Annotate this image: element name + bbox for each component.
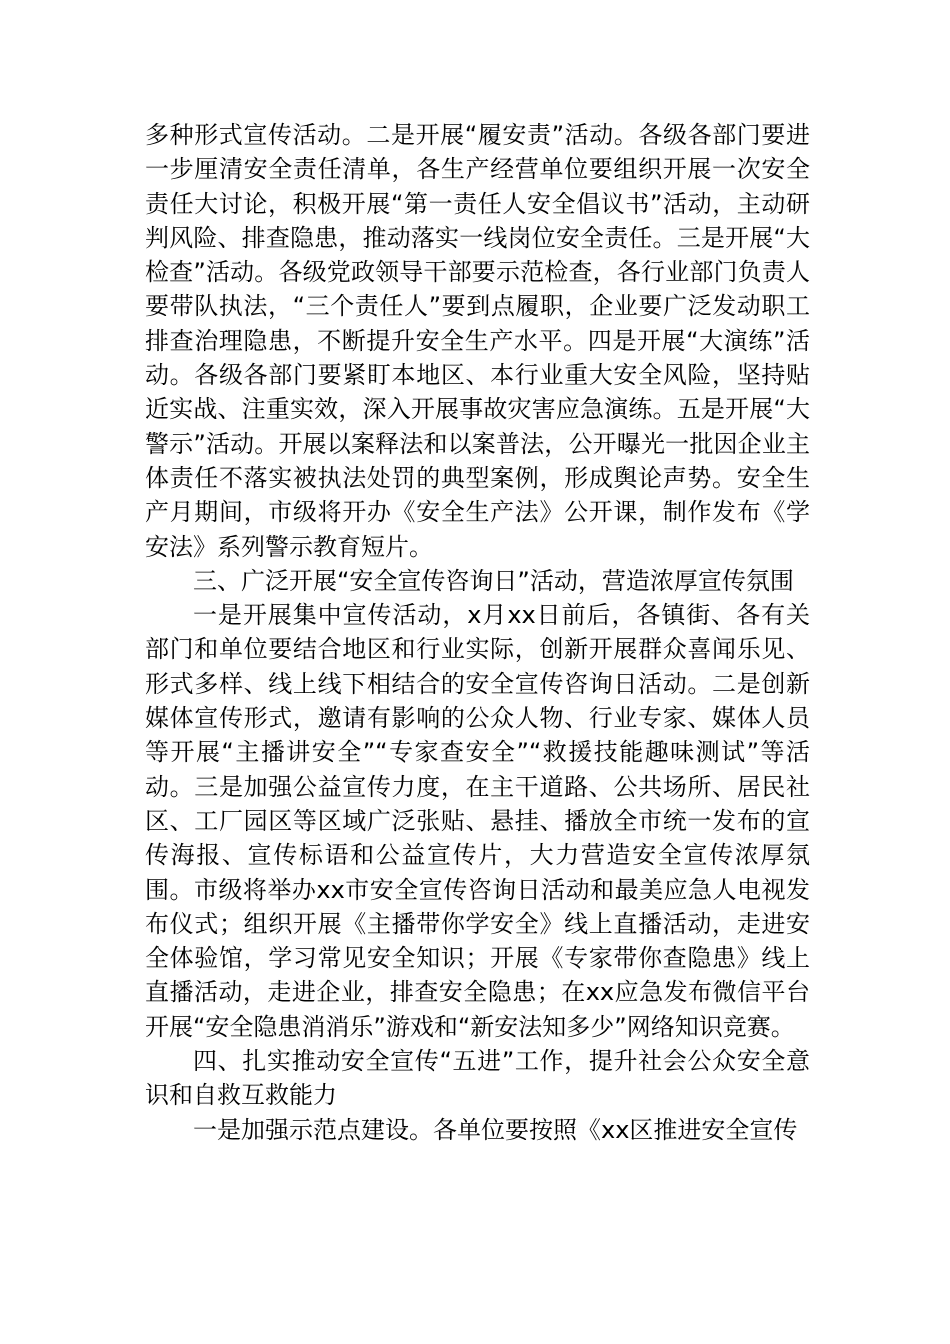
- heading-section-three: 三、广泛开展“安全宣传咨询日”活动，营造浓厚宣传氛围: [193, 566, 794, 595]
- paragraph-activities-continued: 多种形式宣传活动。二是开展“履安责”活动。各级各部门要进一步厘清安全责任清单，各生产经营单位要组织开展一次安全责任大讨论，积极开展“第一责任人安全倡议书”活动，主动研判风险、排查隐患，推动落实一线岗位安全责任。三是开展“大检查”活动。各级党政领导干部要示范检查，各行业部门负责人要带队执法，“三个责任人”要到点履职，企业要广泛发动职工排查治理隐患，不断提升安全生产水平。四是开展“大演练”活动。各级各部门要紧盯本地区、本行业重大安全风险，坚持贴近实战、注重实效，深入开展事故灾害应急演练。五是开展“大警示”活动。开展以案释法和以案普法，公开曝光一批因企业主体责任不落实被执法处罚的典型案例，形成舆论声势。安全生产月期间，市级将开办《安全生产法》公开课，制作发布《学安法》系列警示教育短片。: [145, 121, 810, 561]
- document-body: [145, 118, 810, 1147]
- paragraph-consultation-day: 一是开展集中宣传活动，x月xx日前后，各镇街、各有关部门和单位要结合地区和行业实际，创新开展群众喜闻乐见、形式多样、线上线下相结合的安全宣传咨询日活动。二是创新媒体宣传形式，邀请有影响的公众人物、行业专家、媒体人员等开展“主播讲安全”“专家查安全”“救援技能趣味测试”等活动。三是加强公益宣传力度，在主干道路、公共场所、居民社区、工厂园区等区域广泛张贴、悬挂、播放全市统一发布的宣传海报、宣传标语和公益宣传片，大力营造安全宣传浓厚氛围。市级将举办xx市安全宣传咨询日活动和最美应急人电视发布仪式；组织开展《主播带你学安全》线上直播活动，走进安全体验馆，学习常见安全知识；开展《专家带你查隐患》线上直播活动，走进企业，排查安全隐患；在xx应急发布微信平台开展“安全隐患消消乐”游戏和“新安法知多少”网络知识竞赛。: [145, 601, 810, 1041]
- heading-section-four: 四、扎实推动安全宣传“五进”工作，提升社会公众安全意识和自救互救能力: [145, 1047, 810, 1110]
- paragraph-demonstration-sites: 一是加强示范点建设。各单位要按照《xx区推进安全宣传: [193, 1115, 798, 1144]
